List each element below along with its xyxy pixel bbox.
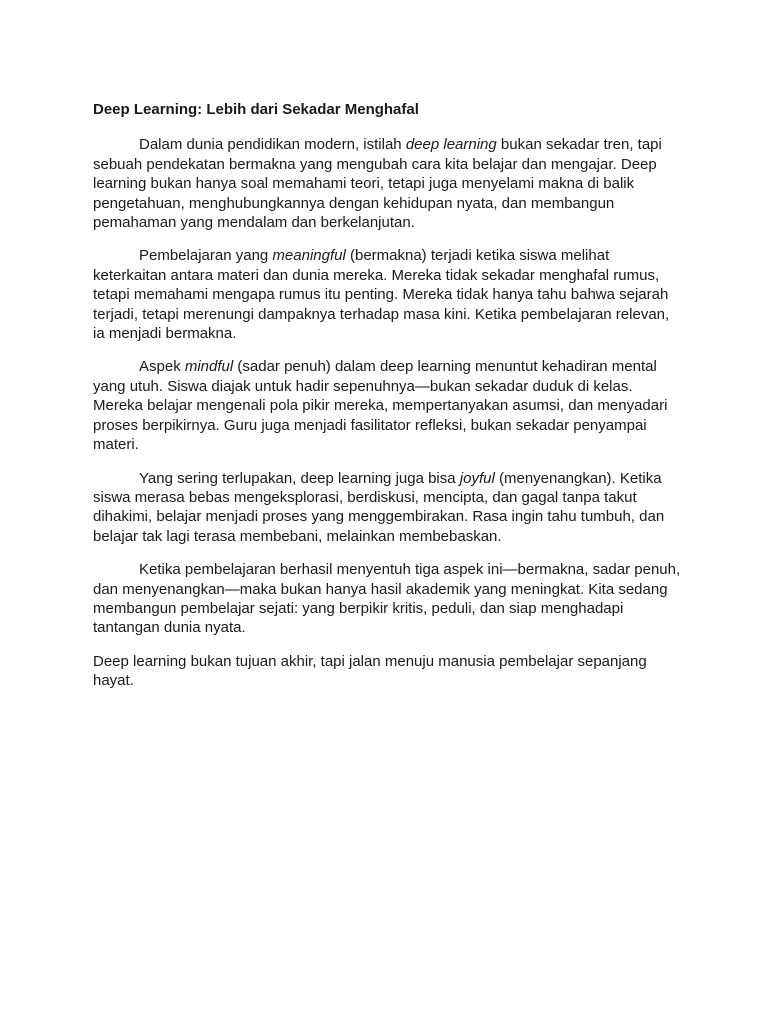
paragraph-6: [93, 652, 683, 691]
document-body: [93, 100, 683, 705]
paragraph-text: bukan sekadar tren, tapi sebuah pendekatan bermakna yang mengubah cara kita belajar dan mengajar. Deep learning bukan hanya soal memahami teori, tetapi juga menyelami makna di balik pengetahuan, menghubungkannya dengan kehidupan nyata, dan membangun pemahaman yang mendalam dan berkelanjutan.: [93, 136, 662, 232]
paragraph-3: [93, 357, 683, 454]
emphasis-term: mindful: [184, 358, 234, 376]
emphasis-term: meaningful: [272, 247, 346, 265]
paragraph-4: [93, 469, 683, 547]
paragraph-5: [93, 560, 683, 638]
document-title: Deep Learning: Lebih dari Sekadar Menghafal: [93, 101, 419, 118]
paragraph-1: [93, 135, 683, 232]
paragraph-text: (menyenangkan). Ketika siswa merasa bebas mengeksplorasi, berdiskusi, mencipta, dan gagal tanpa takut dihakimi, belajar menjadi proses yang menggembirakan. Rasa ingin tahu tumbuh, dan belajar tak lagi terasa membebani, melainkan membebaskan.: [93, 469, 665, 545]
paragraph-text: (bermakna) terjadi ketika siswa melihat keterkaitan antara materi dan dunia mereka. Mereka tidak sekadar menghafal rumus, tetapi memahami mengapa rumus itu penting. Mereka tidak hanya tahu bahwa sejarah terjadi, tetapi merenungi dampaknya terhadap masa kini. Ketika pembelajaran relevan, ia menjadi bermakna.: [93, 247, 670, 343]
paragraph-text: Dalam dunia pendidikan modern, istilah: [139, 136, 406, 154]
paragraph-text: Yang sering terlupakan, deep learning juga bisa: [139, 469, 460, 487]
paragraph-text: Pembelajaran yang: [139, 247, 273, 265]
paragraph-text: Deep learning bukan tujuan akhir, tapi jalan menuju manusia pembelajar sepanjang hayat.: [93, 652, 647, 690]
paragraph-text: (sadar penuh) dalam deep learning menuntut kehadiran mental yang utuh. Siswa diajak untuk hadir sepenuhnya—bukan sekadar duduk di kelas. Mereka belajar mengenali pola pikir mereka, mempertanyakan asumsi, dan menyadari proses berpikirnya. Guru juga menjadi fasilitator refleksi, bukan sekadar penyampai materi.: [93, 358, 668, 454]
emphasis-term: joyful: [459, 469, 495, 487]
paragraph-text: Ketika pembelajaran berhasil menyentuh tiga aspek ini—bermakna, sadar penuh, dan menyenangkan—maka bukan hanya hasil akademik yang meningkat. Kita sedang membangun pembelajar sejati: yang berpikir kritis, peduli, dan siap menghadapi tantangan dunia nyata.: [93, 561, 681, 637]
paragraph-2: [93, 246, 683, 343]
paragraph-text: Aspek: [139, 358, 185, 376]
emphasis-term: deep learning: [405, 136, 497, 154]
